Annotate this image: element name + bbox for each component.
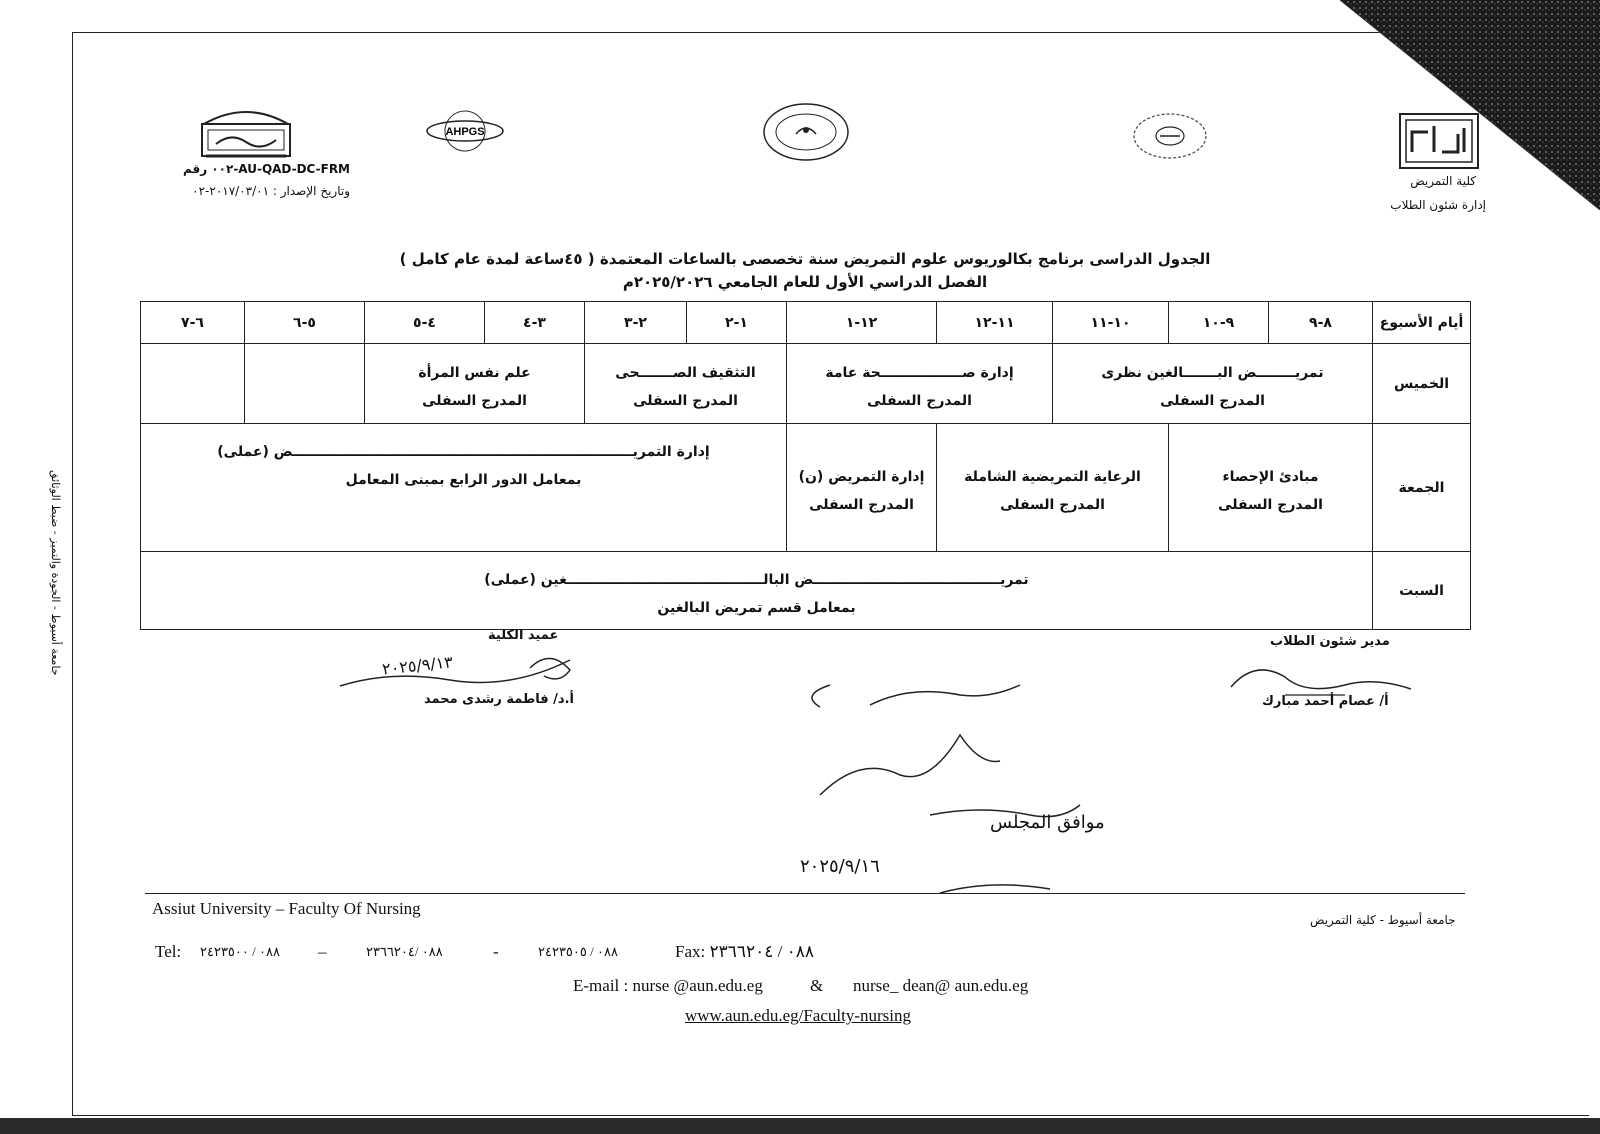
footer-divider — [145, 893, 1465, 894]
footer-website-link[interactable]: www.aun.edu.eg/Faculty-nursing — [685, 1006, 911, 1025]
student-affairs-title: مدير شئون الطلاب — [1270, 634, 1390, 649]
footer-fax: Fax: ٠٨٨ / ٢٣٦٦٢٠٤ — [675, 942, 815, 961]
days-header: أيام الأسبوع — [1373, 302, 1471, 344]
footer-sep-2: - — [493, 942, 499, 961]
dean-signature — [330, 640, 590, 700]
course-room: المدرج السفلى — [422, 392, 527, 409]
footer-sep-1: – — [318, 942, 327, 961]
day-label: السبت — [1373, 552, 1471, 630]
time-slot: ١١-١٢ — [937, 302, 1053, 344]
time-slot: ٤-٥ — [365, 302, 485, 344]
friday-row — [141, 424, 1471, 552]
time-slot: ٦-٧ — [141, 302, 245, 344]
time-slot: ٩-١٠ — [1169, 302, 1269, 344]
course-name: إدارة التمريـــــــــــــــــــــــــــــــــــــــــــــــــــــــــــــــــــــــض (عملى) — [217, 444, 710, 460]
empty-cell — [141, 344, 245, 424]
issue-date: وتاريخ الإصدار : ٢٠١٧/٠٣/٠١-٠٢ — [192, 184, 350, 198]
day-label: الخميس — [1373, 344, 1471, 424]
course-cell — [1169, 424, 1373, 552]
course-room: بمعامل الدور الرابع بمبنى المعامل — [345, 472, 582, 488]
time-slot: ١-٢ — [687, 302, 787, 344]
dean-date: ٢٠٢٥/٩/١٣ — [381, 652, 454, 679]
council-approval-date: ٢٠٢٥/٩/١٦ — [800, 856, 880, 877]
course-name: إدارة التمريض (ن) — [798, 468, 925, 485]
thursday-row — [141, 344, 1471, 424]
course-cell — [937, 424, 1169, 552]
council-approval-note: موافق المجلس — [990, 812, 1105, 833]
footer-tel-3: ٠٨٨ / ٢٤٢٣٥٠٥ — [538, 944, 618, 959]
course-room: المدرج السفلى — [1218, 496, 1323, 513]
footer-email-1: E-mail : nurse @aun.edu.eg — [573, 976, 763, 995]
course-name: تمريـــــــــــــــــــــــــــــــــــــــض البالـــــــــــــــــــــــــــــــــــــــــغين (عملى) — [484, 571, 1029, 588]
course-room: المدرج السفلى — [1160, 392, 1265, 409]
time-slot: ٣-٤ — [485, 302, 585, 344]
course-cell — [787, 424, 937, 552]
time-header-row — [141, 302, 1471, 344]
faculty-name: كلية التمريض — [1410, 174, 1476, 188]
time-slot: ٨-٩ — [1269, 302, 1373, 344]
time-slot: ٥-٦ — [245, 302, 365, 344]
course-name: مبادئ الإحصاء — [1222, 468, 1319, 485]
footer-tel-2: ٠٨٨ /٢٣٦٦٢٠٤ — [366, 944, 443, 959]
course-name: التثقيف الصـــــــحى — [615, 364, 756, 381]
nursing-center-seal — [1130, 110, 1210, 162]
course-cell — [141, 552, 1373, 630]
schedule-table — [140, 301, 1471, 630]
course-room: المدرج السفلى — [1000, 496, 1105, 513]
saturday-row — [141, 552, 1471, 630]
time-slot: ١٢-١ — [787, 302, 937, 344]
course-room: المدرج السفلى — [633, 392, 738, 409]
course-room: المدرج السفلى — [867, 392, 972, 409]
nursing-syndicate-seal — [760, 100, 852, 164]
course-cell — [365, 344, 585, 424]
footer-email-amp: & — [810, 976, 824, 995]
course-name: علم نفس المرأة — [418, 364, 531, 381]
course-cell — [585, 344, 787, 424]
side-document-control-text: جامعة أسيوط - الجودة والتميز - ضبط الوثائق — [49, 470, 62, 676]
footer-tel-1: ٠٨٨ / ٢٤٢٣٥٠٠ — [200, 944, 280, 959]
affairs-signature — [1225, 655, 1415, 705]
department-name: إدارة شئون الطلاب — [1390, 198, 1486, 212]
student-affairs-name: أ/ عصام أحمد مبارك — [1262, 694, 1389, 709]
course-name: إدارة صـــــــــــــــــحة عامة — [825, 364, 1014, 381]
time-slot: ٢-٣ — [585, 302, 687, 344]
ahpgs-logo — [420, 108, 510, 154]
footer-arabic-university: جامعة أسيوط - كلية التمريض — [1310, 913, 1456, 927]
course-cell — [141, 424, 787, 552]
faculty-of-nursing-logo — [1398, 112, 1480, 170]
ahpgs-logo-text: AHPGS — [445, 126, 485, 138]
form-code: AU-QAD-DC-FRM-٠٠٢ رقم — [182, 162, 350, 176]
footer-tel-label: Tel: — [155, 942, 182, 961]
footer-email-2: nurse_ dean@ aun.edu.eg — [853, 976, 1029, 995]
time-slot: ١٠-١١ — [1053, 302, 1169, 344]
course-cell — [787, 344, 1053, 424]
course-name: تمريــــــــض البـــــــالغين نظرى — [1101, 364, 1324, 381]
dean-name: أ.د/ فاطمة رشدى محمد — [424, 692, 574, 707]
course-room: المدرج السفلى — [809, 496, 914, 513]
scan-edge — [0, 1118, 1600, 1134]
assiut-university-logo — [196, 104, 296, 160]
semester-subtitle: الفصل الدراسي الأول للعام الجامعي ٢٠٢٥/٢٠٢٦م — [622, 273, 988, 291]
empty-cell — [245, 344, 365, 424]
schedule-title: الجدول الدراسى برنامج بكالوريوس علوم التمريض سنة تخصصى بالساعات المعتمدة ( ٤٥ساعة لمدة عام كامل ) — [399, 250, 1211, 268]
course-room: بمعامل قسم تمريض البالغين — [657, 599, 856, 616]
dean-title: عميد الكلية — [488, 628, 559, 643]
course-cell — [1053, 344, 1373, 424]
course-name: الرعاية التمريضية الشاملة — [964, 468, 1141, 485]
day-label: الجمعة — [1373, 424, 1471, 552]
footer-university: Assiut University – Faculty Of Nursing — [152, 899, 421, 918]
